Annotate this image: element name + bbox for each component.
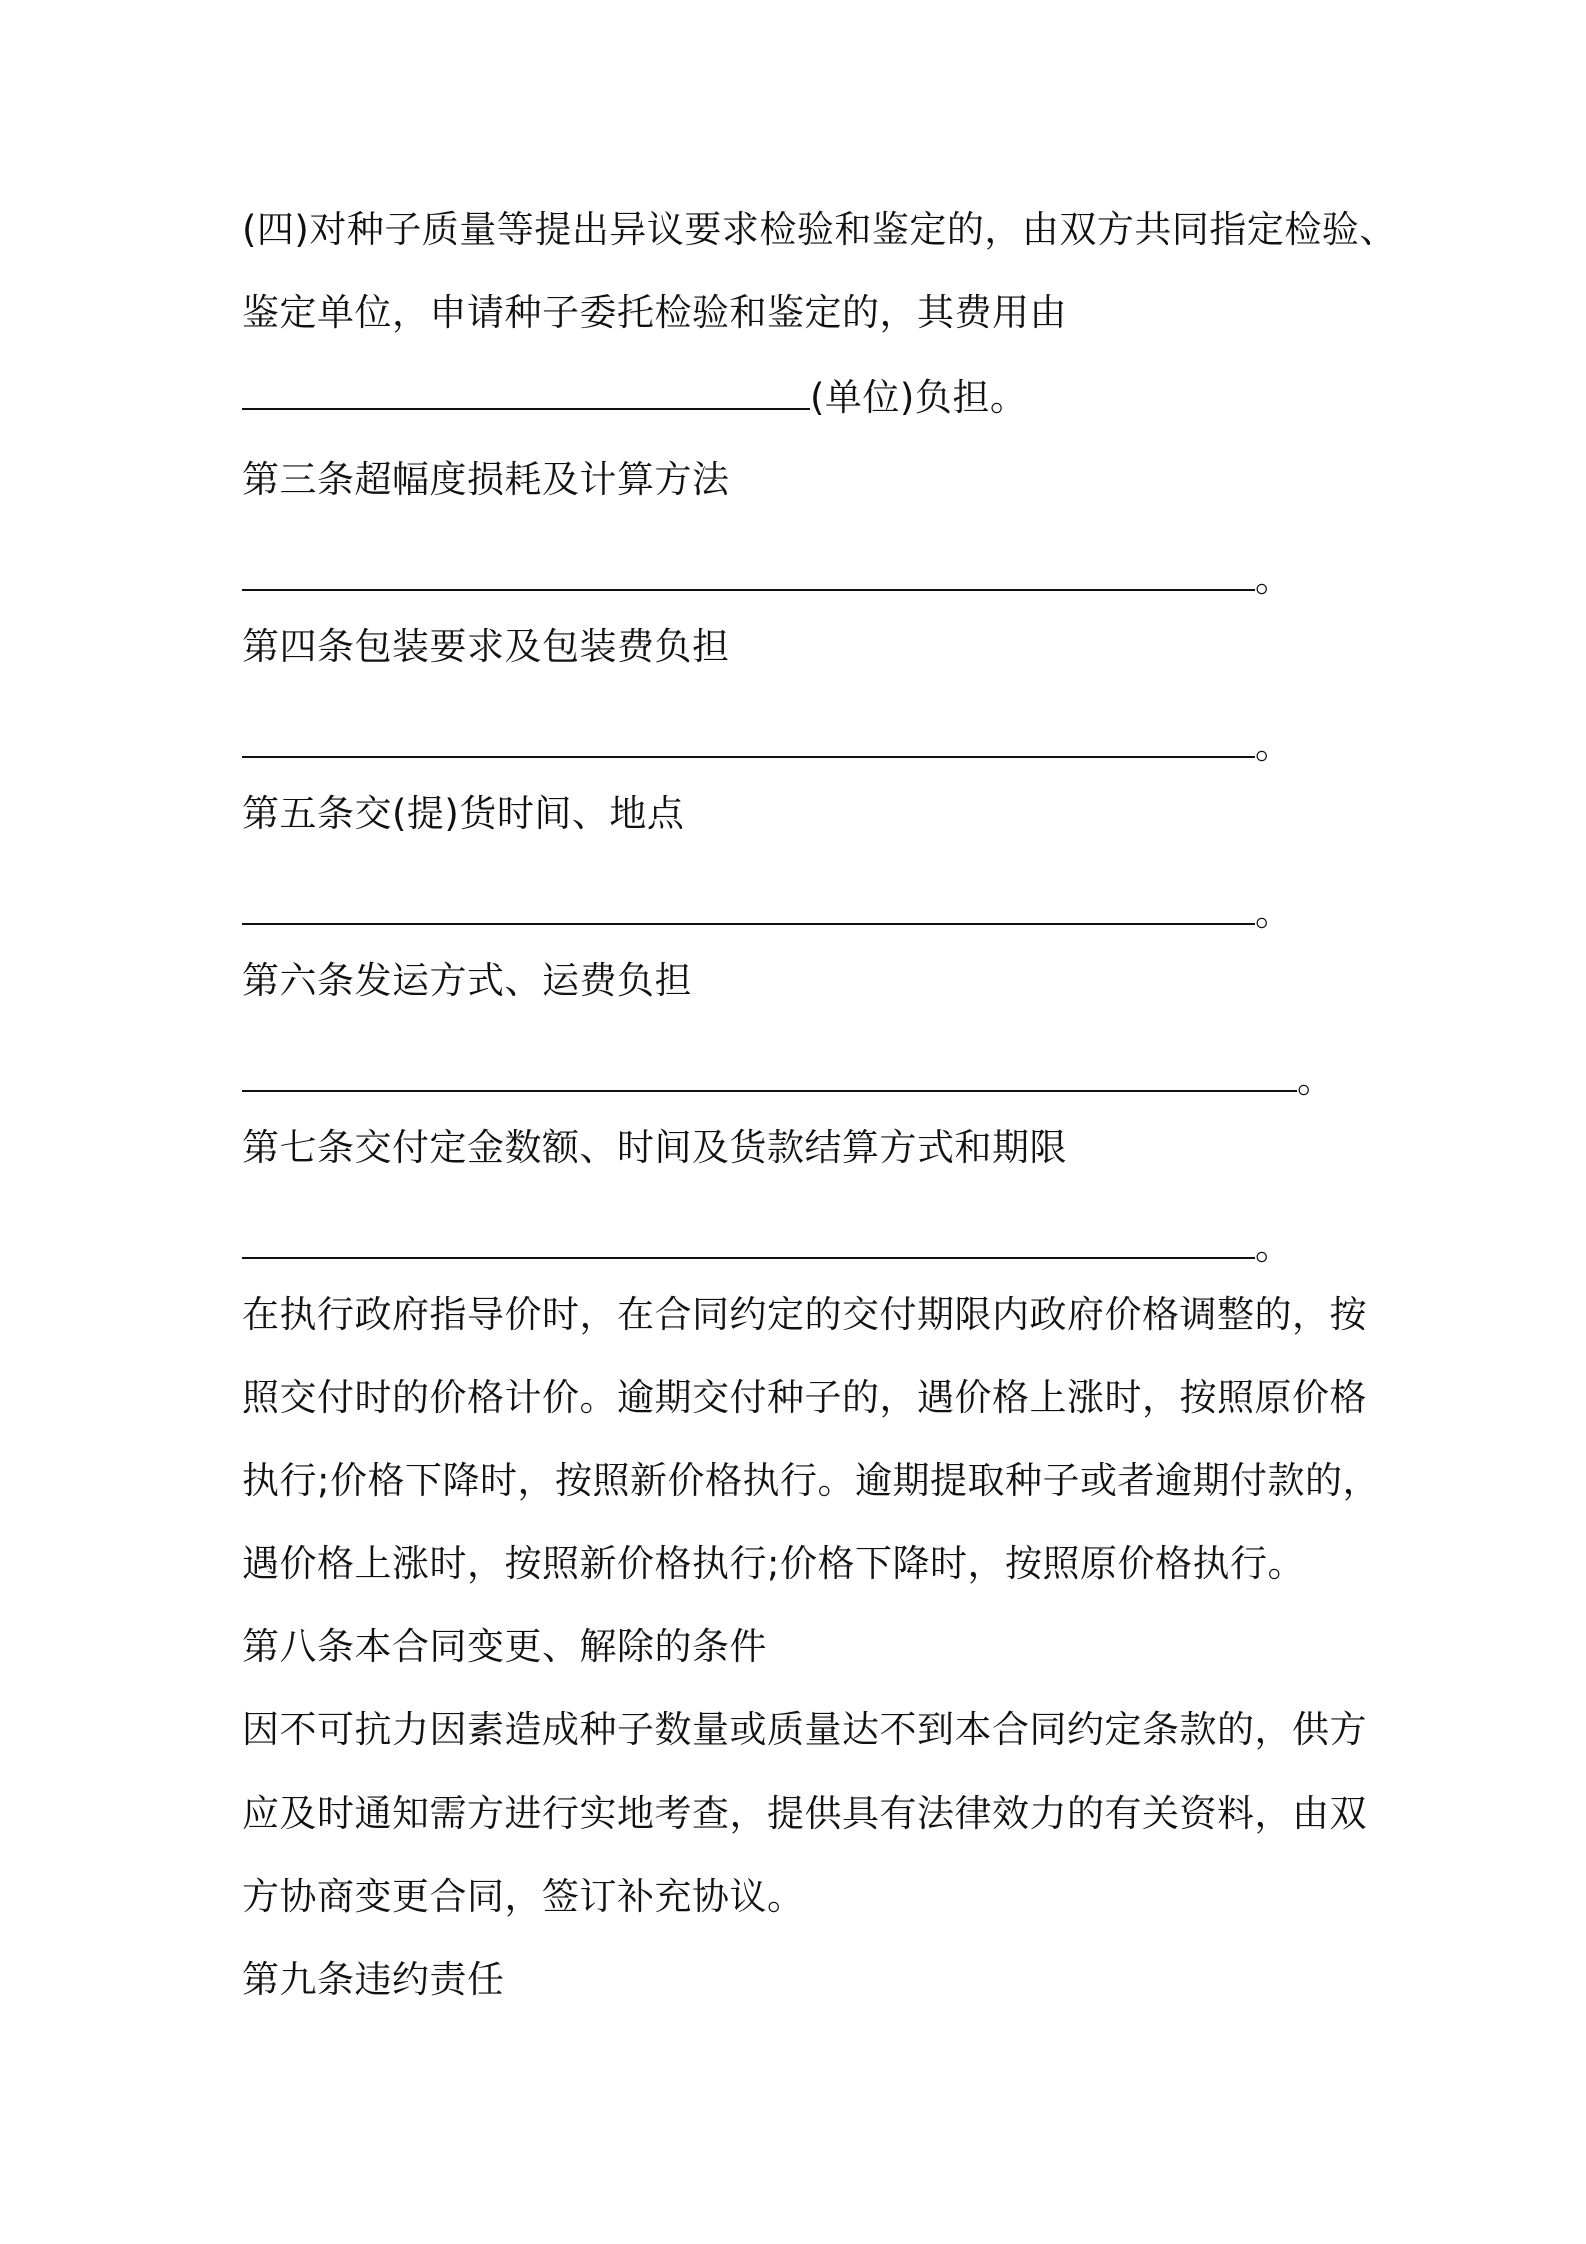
section-heading <box>242 622 730 672</box>
heading-text: 第七条交付定金数额、时间及货款结算方式和期限 <box>242 1126 1067 1169</box>
text-line <box>242 288 1067 338</box>
line-text: 。 <box>1255 724 1293 767</box>
line-text: 。 <box>1255 557 1293 600</box>
line-text: 执行;价格下降时，按照新价格执行。逾期提取种子或者逾期付款的， <box>242 1459 1380 1502</box>
heading-text: 第五条交(提)货时间、地点 <box>242 792 685 835</box>
line-text: 。 <box>1297 1058 1335 1101</box>
line-text: 。 <box>1255 891 1293 934</box>
text-line <box>242 1789 1367 1839</box>
fill-in-line <box>242 372 1027 423</box>
section-heading <box>242 1123 1067 1173</box>
line-text: 应及时通知需方进行实地考查，提供具有法律效力的有关资料，由双 <box>242 1792 1367 1835</box>
line-text: 照交付时的价格计价。逾期交付种子的，遇价格上涨时，按照原价格 <box>242 1376 1367 1419</box>
heading-text: 第四条包装要求及包装费负担 <box>242 625 730 668</box>
text-line <box>242 1373 1367 1423</box>
blank-underline <box>242 1221 1255 1259</box>
text-line <box>242 1290 1367 1340</box>
line-text: 因不可抗力因素造成种子数量或质量达不到本合同约定条款的，供方 <box>242 1708 1367 1751</box>
fill-in-line <box>242 887 1293 938</box>
section-heading <box>242 1955 505 2005</box>
heading-text: 第六条发运方式、运费负担 <box>242 959 692 1002</box>
section-heading <box>242 455 730 505</box>
line-text: (单位)负担。 <box>810 376 1028 419</box>
blank-underline <box>242 553 1255 591</box>
section-heading <box>242 1622 767 1672</box>
blank-underline <box>242 887 1255 925</box>
line-text: 鉴定单位，申请种子委托检验和鉴定的，其费用由 <box>242 291 1067 334</box>
text-line <box>242 1872 805 1922</box>
heading-text: 第三条超幅度损耗及计算方法 <box>242 458 730 501</box>
section-heading <box>242 789 684 839</box>
fill-in-line <box>242 553 1293 604</box>
section-heading <box>242 956 692 1006</box>
text-line <box>242 1456 1380 1506</box>
text-line <box>242 1539 1305 1589</box>
line-text: 方协商变更合同，签订补充协议。 <box>242 1875 805 1918</box>
text-line <box>242 1705 1367 1755</box>
heading-text: 第八条本合同变更、解除的条件 <box>242 1625 767 1668</box>
fill-in-line <box>242 1054 1335 1105</box>
fill-in-line <box>242 720 1293 771</box>
blank-underline <box>242 720 1255 758</box>
fill-in-line <box>242 1221 1293 1272</box>
blank-underline <box>242 372 810 410</box>
line-text: 遇价格上涨时，按照新价格执行;价格下降时，按照原价格执行。 <box>242 1542 1305 1585</box>
heading-text: 第九条违约责任 <box>242 1958 505 2001</box>
line-text: (四)对种子质量等提出异议要求检验和鉴定的，由双方共同指定检验、 <box>242 208 1397 251</box>
text-line <box>242 205 1397 255</box>
line-text: 在执行政府指导价时，在合同约定的交付期限内政府价格调整的，按 <box>242 1293 1367 1336</box>
line-text: 。 <box>1255 1225 1293 1268</box>
blank-underline <box>242 1054 1297 1092</box>
